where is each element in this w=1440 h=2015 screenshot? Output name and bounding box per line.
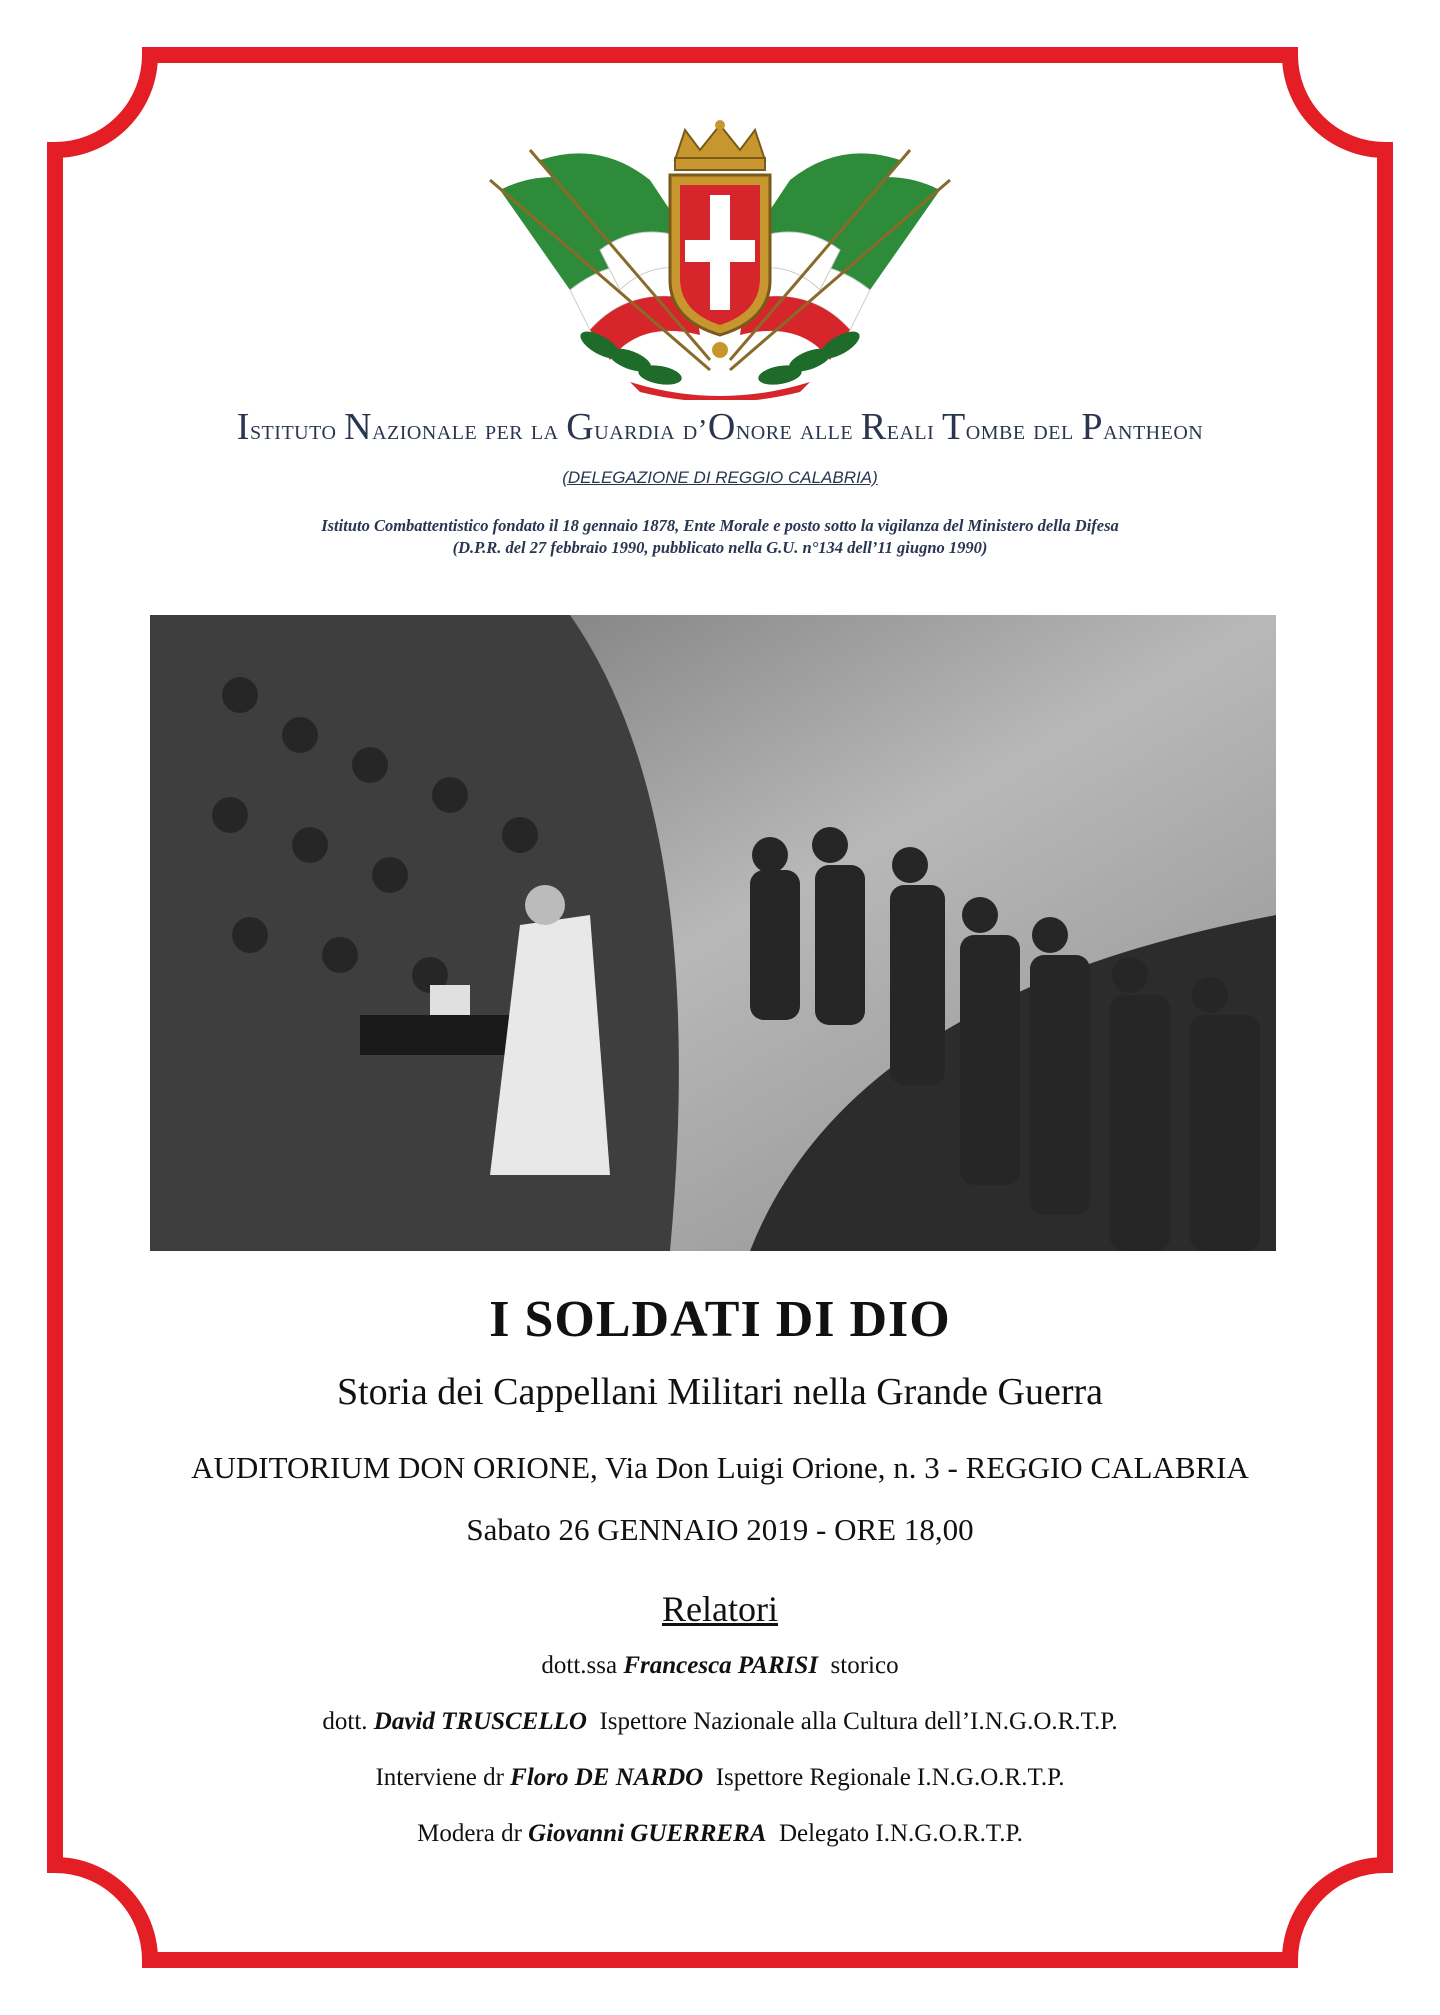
speaker-prefix: dott. (322, 1708, 374, 1735)
crown-icon (675, 120, 765, 170)
speaker-prefix: Modera dr (417, 1820, 529, 1847)
institute-name-initial: I (236, 406, 250, 448)
institute-name-initial: G (566, 406, 595, 448)
institute-name-word: eali (886, 414, 943, 446)
speaker-line (0, 1652, 1440, 1680)
institute-name (0, 405, 1440, 449)
institute-name-initial: R (860, 406, 887, 448)
foundation-note (0, 515, 1440, 559)
speaker-role: Ispettore Regionale I.N.G.O.R.T.P. (703, 1764, 1065, 1791)
institute-name-word: uardia d’ (594, 414, 708, 446)
institute-name-initial: T (942, 406, 966, 448)
speaker-prefix: dott.ssa (541, 1652, 624, 1679)
speaker-name: Francesca PARISI (623, 1652, 819, 1679)
institute-name-word: azionale per la (372, 414, 567, 446)
delegation-label: (DELEGAZIONE DI REGGIO CALABRIA) (562, 468, 878, 487)
speakers-heading: Relatori (662, 1589, 778, 1629)
savoy-coat-of-arms-icon (480, 120, 960, 400)
chaplain-mass-photo (150, 615, 1276, 1251)
speaker-role: Ispettore Nazionale alla Cultura dell’I.N.G.O.R.T.P. (586, 1708, 1118, 1735)
speaker-name: David TRUSCELLO (373, 1708, 587, 1735)
event-venue: AUDITORIUM DON ORIONE, Via Don Luigi Orione, n. 3 - REGGIO CALABRIA (191, 1450, 1249, 1485)
institute-name-initial: N (344, 406, 373, 448)
speaker-line (0, 1820, 1440, 1848)
speaker-role: storico (818, 1652, 899, 1679)
institute-name-word: antheon (1103, 414, 1204, 446)
speaker-line (0, 1764, 1440, 1792)
shield-icon (670, 175, 770, 335)
speaker-prefix: Interviene dr (375, 1764, 511, 1791)
institute-name-word: stituto (249, 414, 345, 446)
institute-name-word: ombe del (965, 414, 1082, 446)
institute-name-initial: P (1081, 406, 1104, 448)
foundation-line-1: Istituto Combattentistico fondato il 18 gennaio 1878, Ente Morale e posto sotto la vigilanza del Ministero della Difesa (321, 516, 1119, 535)
event-title: I SOLDATI DI DIO (489, 1291, 951, 1348)
event-date: Sabato 26 GENNAIO 2019 - ORE 18,00 (466, 1512, 974, 1547)
institute-name-word: nore alle (735, 414, 861, 446)
foundation-line-2: (D.P.R. del 27 febbraio 1990, pubblicato nella G.U. n°134 dell’11 giugno 1990) (452, 538, 988, 557)
institute-name-initial: O (707, 406, 736, 448)
speaker-line (0, 1708, 1440, 1736)
speaker-role: Delegato I.N.G.O.R.T.P. (766, 1820, 1023, 1847)
speaker-name: Floro DE NARDO (510, 1764, 704, 1791)
event-subtitle: Storia dei Cappellani Militari nella Grande Guerra (336, 1371, 1104, 1413)
speaker-name: Giovanni GUERRERA (528, 1820, 767, 1847)
